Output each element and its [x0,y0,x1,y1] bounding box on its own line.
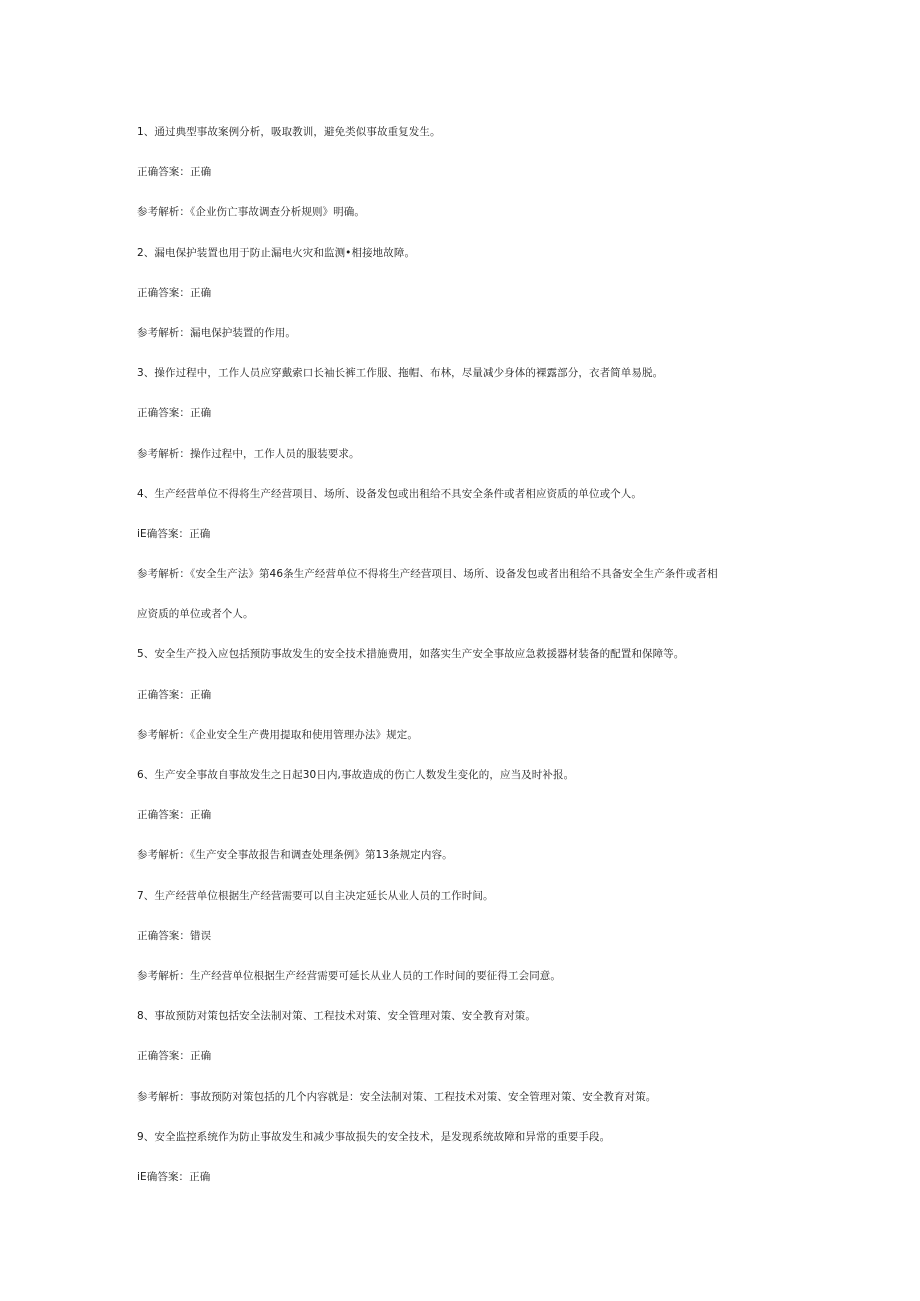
answer-8: 正确答案：正确 [137,1050,212,1063]
answer-7: 正确答案：错误 [137,929,212,942]
answer-4: iE确答案：正确 [137,527,211,540]
question-9: 9、安全监控系统作为防止事故发生和减少事故损失的安全技术，是发现系统故障和异常的重要手段。 [137,1130,611,1143]
answer-5: 正确答案：正确 [137,688,212,701]
question-8: 8、事故预防对策包括安全法制对策、工程技术对策、安全管理对策、安全教育对策。 [137,1010,536,1023]
answer-2: 正确答案：正确 [137,286,212,299]
question-5: 5、安全生产投入应包括预防事故发生的安全技术措施费用，如落实生产安全事故应急救援器材装备的配置和保障等。 [137,648,685,661]
explanation-4-continued: 应资质的单位或者个人。 [137,608,254,621]
explanation-7: 参考解析：生产经营单位根据生产经营需要可延长从业人员的工作时间的要征得工会同意。 [137,969,561,982]
answer-9: iE确答案：正确 [137,1170,211,1183]
explanation-6: 参考解析：《生产安全事故报告和调查处理条例》第13条规定内容。 [137,849,453,862]
answer-1: 正确答案：正确 [137,166,212,179]
explanation-4: 参考解析：《安全生产法》第46条生产经营单位不得将生产经营项目、场所、设备发包或者出租给不具备安全生产条件或者相 [137,568,718,581]
question-2: 2、漏电保护装置也用于防止漏电火灾和监测•相接地故障。 [137,246,416,259]
question-6: 6、生产安全事故自事故发生之日起30日内,事故造成的伤亡人数发生变化的，应当及时补报。 [137,769,575,781]
answer-3: 正确答案：正确 [137,407,212,420]
question-4: 4、生产经营单位不得将生产经营项目、场所、设备发包或出租给不具安全条件或者相应资质的单位或个人。 [137,487,642,500]
question-3: 3、操作过程中，工作人员应穿戴索口长袖长裤工作服、拖帽、布林，尽量减少身体的裸露部分，衣者简单易脱。 [137,367,664,380]
answer-6: 正确答案：正确 [137,809,212,822]
explanation-3: 参考解析：操作过程中，工作人员的服装要求。 [137,447,360,460]
question-7: 7、生产经营单位根据生产经营需要可以自主决定延长从业人员的工作时间。 [137,889,494,902]
explanation-8: 参考解析：事故预防对策包括的几个内容就是：安全法制对策、工程技术对策、安全管理对策、安全教育对策。 [137,1090,657,1103]
document-body [137,122,777,1207]
explanation-5: 参考解析：《企业安全生产费用提取和使用管理办法》规定。 [137,728,418,741]
question-1: 1、通过典型事故案例分析，吸取教训，避免类似事故重复发生。 [137,126,441,138]
explanation-1: 参考解析：《企业伤亡事故调查分析规则》明确。 [137,206,365,219]
explanation-2: 参考解析：漏电保护装置的作用。 [137,326,296,339]
